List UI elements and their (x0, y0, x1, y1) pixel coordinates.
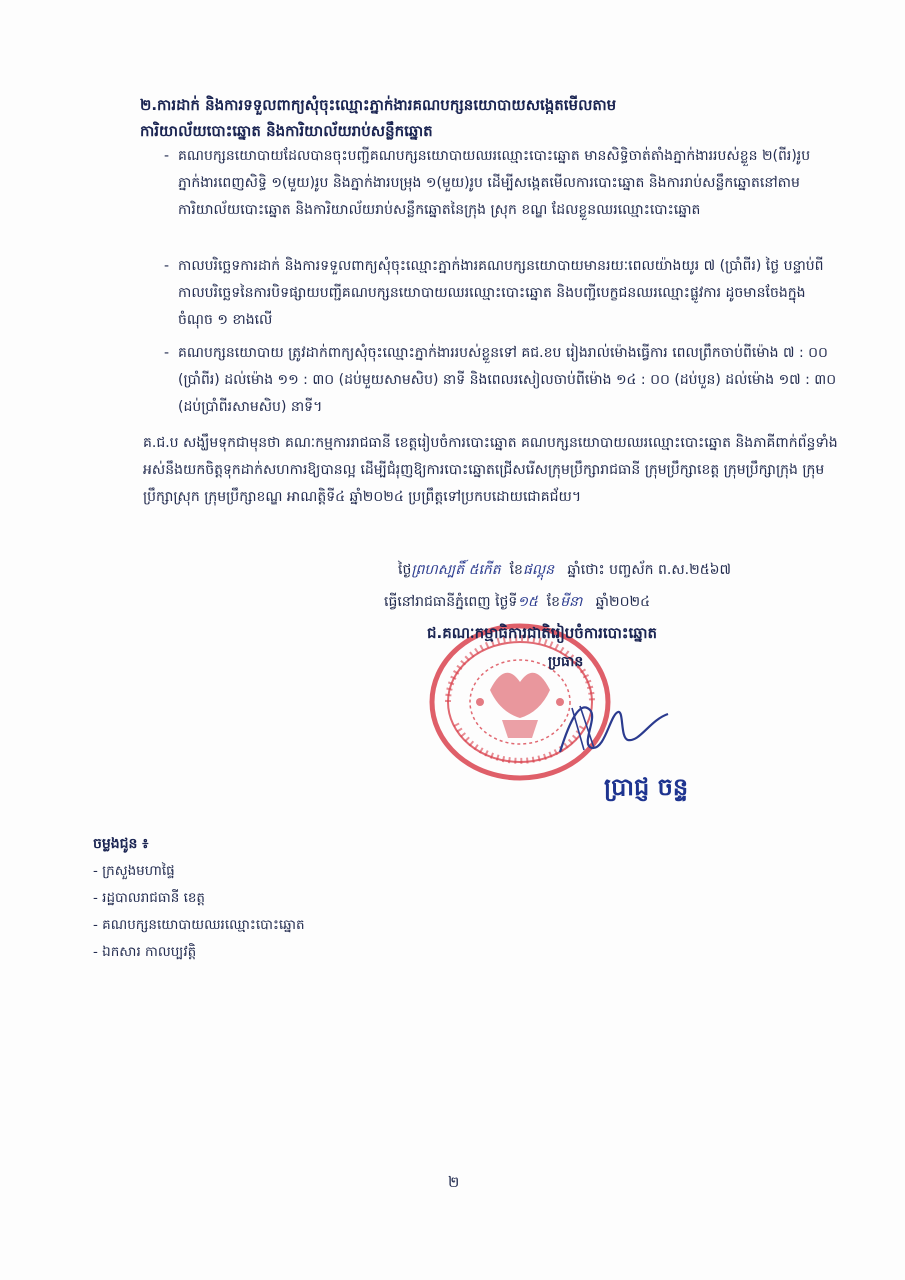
organization-name: ជ.គណៈកម្មាធិការជាតិរៀបចំការបោះឆ្នោត (427, 624, 658, 642)
place-prefix: ធ្វើនៅរាជធានីភ្នំពេញ ថ្ងៃទី (384, 594, 518, 610)
day-handwritten: ១៥ (517, 594, 538, 610)
month-handwritten: មីនា (560, 594, 583, 610)
handwritten-signature (550, 690, 670, 760)
lunar-prefix: ថ្ងៃ (398, 562, 412, 578)
cc-title: ចម្លងជូន ៖ (93, 836, 149, 852)
bullet-item (164, 143, 838, 224)
lunar-year: ឆ្នាំថោះ បញ្ចស័ក ព.ស.២៥៦៧ (567, 562, 732, 578)
role-title: ប្រធាន (548, 654, 584, 670)
lunar-month-prefix: ខែ (509, 562, 523, 578)
page-number: ២ (448, 1173, 460, 1191)
bullet-item (164, 340, 838, 421)
bullet-dash: - (164, 148, 170, 164)
lunar-date-line (398, 560, 731, 581)
bullet-item (164, 253, 838, 334)
bullet-text: គណបក្សនយោបាយ ត្រូវដាក់ពាក្យសុំចុះឈ្មោះភ្នាក់ងាររបស់ខ្លួនទៅ គជ.ខប រៀងរាល់ម៉ោងធ្វើការ ពេលព្រឹកចាប់ពីម៉ោង ៧ : ០០ (ប្រាំពីរ) ដល់ម៉ោង ១១ : ៣០ (ដប់មួយសាមសិប) នាទី និងពេលរសៀលចាប់ពីម៉ោង ១៤ : ០០ (ដប់បួន) ដល់ម៉ោង ១៧ : ៣០ (ដប់ប្រាំពីរសាមសិប) នាទី។ (178, 345, 837, 415)
gregorian-date-line (384, 592, 650, 613)
cc-item: - គណបក្សនយោបាយឈរឈ្មោះបោះឆ្នោត (93, 917, 305, 933)
bullet-text: គណបក្សនយោបាយដែលបានចុះបញ្ជីគណបក្សនយោបាយឈរឈ្មោះបោះឆ្នោត មានសិទ្ធិចាត់តាំងភ្នាក់ងាររបស់ខ្លួន ២(ពីរ)រូប ភ្នាក់ងារពេញសិទ្ធិ ១(មួយ)រូប និងភ្នាក់ងារបម្រុង ១(មួយ)រូប ដើម្បីសង្កេតមើលការបោះឆ្នោត និងការរាប់សន្លឹកឆ្នោតនៅតាមការិយាល័យបោះឆ្នោត និងការិយាល័យរាប់សន្លឹកឆ្នោតនៃក្រុង ស្រុក ខណ្ឌ ដែលខ្លួនឈរឈ្មោះបោះឆ្នោត (178, 148, 811, 218)
month-prefix: ខែ (546, 594, 561, 610)
cc-item: - ឯកសារ កាលប្បវត្តិ (93, 944, 197, 960)
cc-item: - រដ្ឋបាលរាជធានី ខេត្ត (93, 890, 206, 906)
bullet-text: កាលបរិច្ឆេទការដាក់ និងការទទួលពាក្យសុំចុះឈ្មោះភ្នាក់ងារគណបក្សនយោបាយមានរយៈពេលយ៉ាងយូរ ៧ (ប្រាំពីរ) ថ្ងៃ បន្ទាប់ពីកាលបរិច្ឆេទនៃការបិទផ្សាយបញ្ជីគណបក្សនយោបាយឈរឈ្មោះបោះឆ្នោត និងបញ្ជីបេក្ខជនឈរឈ្មោះផ្លូវការ ដូចមានចែងក្នុងចំណុច ១ ខាងលើ (178, 258, 824, 328)
bullet-dash: - (164, 258, 170, 274)
signer-name: ប្រាជ្ញ ចន្ទ (604, 773, 689, 801)
year: ឆ្នាំ២០២៤ (595, 594, 651, 610)
closing-paragraph: គ.ជ.ប សង្ឃឹមទុកជាមុនថា គណៈកម្មការរាជធានី ខេត្តរៀបចំការបោះឆ្នោត គណបក្សនយោបាយឈរឈ្មោះបោះឆ្នោត និងភាគីពាក់ព័ន្ធទាំងអស់នឹងយកចិត្តទុកដាក់សហការឱ្យបានល្អ ដើម្បីជំរុញឱ្យការបោះឆ្នោតជ្រើសរើសក្រុមប្រឹក្សារាជធានី ក្រុមប្រឹក្សាខេត្ត ក្រុមប្រឹក្សាក្រុង ក្រុមប្រឹក្សាស្រុក ក្រុមប្រឹក្សាខណ្ឌ អាណត្តិទី៤ ឆ្នាំ២០២៤ ប្រព្រឹត្តទៅប្រកបដោយជោគជ័យ។ (143, 435, 838, 505)
bullet-dash: - (164, 345, 170, 361)
lunar-day-handwritten: ព្រហស្បតិ៍ ៥កើត (411, 562, 501, 578)
lunar-month-handwritten: ផល្គុន (522, 562, 555, 578)
section-heading: ២.ការដាក់ និងការទទួលពាក្យសុំចុះឈ្មោះភ្នាក់ងារគណបក្សនយោបាយសង្កេតមើលតាម ការិយាល័យបោះឆ្នោត និងការិយាល័យរាប់សន្លឹកឆ្នោត (140, 96, 617, 140)
cc-item: - ក្រសួងមហាផ្ទៃ (93, 863, 175, 879)
